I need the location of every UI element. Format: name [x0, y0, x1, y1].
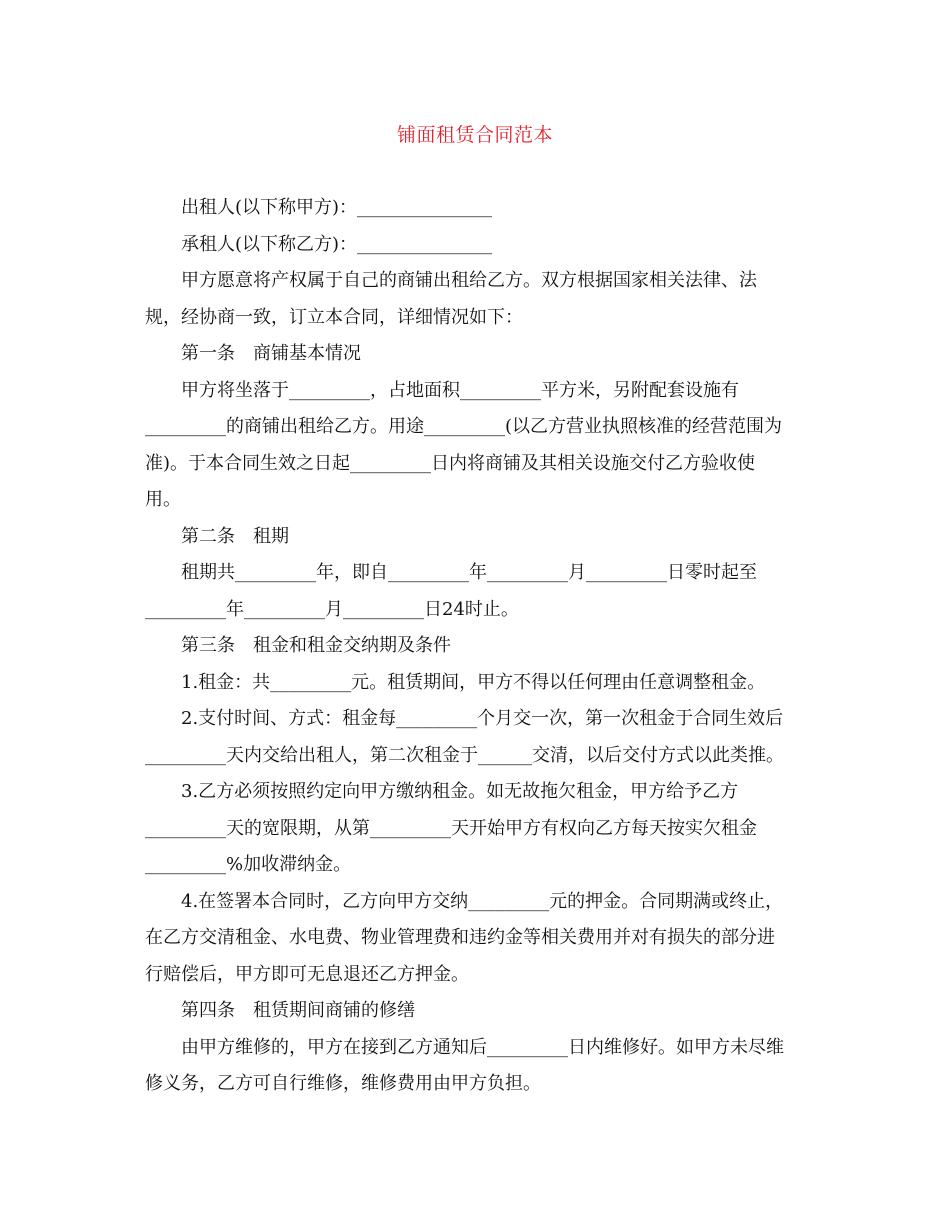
- paragraph: [145, 701, 810, 774]
- paragraph: [145, 336, 810, 373]
- paragraph: [145, 665, 810, 702]
- text-line: 第三条 租金和租金交纳期及条件: [181, 635, 451, 656]
- paragraph: [145, 884, 810, 994]
- text-line: _________天的宽限期，从第_________天开始甲方有权向乙方每天按实欠租金: [145, 817, 757, 839]
- text-line: 第四条 租赁期间商铺的修缮: [181, 1000, 415, 1021]
- paragraph: [145, 774, 810, 884]
- text-line: 第二条 租期: [181, 525, 289, 547]
- text-line: 在乙方交清租金、水电费、物业管理费和违约金等相关费用并对有损失的部分进: [145, 927, 775, 948]
- document-title: 铺面租赁合同范本: [396, 124, 553, 146]
- paragraph: [145, 555, 810, 628]
- text-line: 修义务，乙方可自行维修，维修费用由甲方负担。: [145, 1073, 541, 1094]
- text-line: 出租人(以下称甲方)：_______________: [181, 197, 493, 218]
- text-line: _________天内交给出租人，第二次租金于______交清，以后交付方式以此类推。: [145, 744, 784, 766]
- paragraph: [145, 993, 810, 1030]
- paragraph: [145, 227, 810, 264]
- text-line: 规，经协商一致，订立本合同，详细情况如下：: [145, 306, 523, 328]
- paragraph: [145, 373, 810, 519]
- text-line: 3.乙方必须按照约定向甲方缴纳租金。如无故拖欠租金，甲方给予乙方: [181, 781, 739, 802]
- text-line: 由甲方维修的，甲方在接到乙方通知后_________日内维修好。如甲方未尽维: [181, 1036, 784, 1058]
- text-line: 甲方愿意将产权属于自己的商铺出租给乙方。双方根据国家相关法律、法: [181, 270, 757, 291]
- text-line: 甲方将坐落于_________，占地面积_________平方米，另附配套设施有: [181, 379, 739, 401]
- text-line: 行赔偿后，甲方即可无息退还乙方押金。: [145, 963, 469, 985]
- document-body: [145, 190, 810, 1103]
- text-line: _________%加收滞纳金。: [145, 854, 352, 875]
- paragraph: [145, 263, 810, 336]
- text-line: 租期共_________年，即自_________年_________月_________日零时起至: [181, 562, 757, 583]
- text-line: 2.支付时间、方式：租金每_________个月交一次，第一次租金于合同生效后: [181, 708, 784, 729]
- text-line: 准)。于本合同生效之日起_________日内将商铺及其相关设施交付乙方验收使: [145, 452, 756, 474]
- text-line: 承租人(以下称乙方)：_______________: [181, 233, 493, 255]
- text-line: 第一条 商铺基本情况: [181, 343, 361, 364]
- text-line: 用。: [145, 489, 181, 510]
- text-line: _________的商铺出租给乙方。用途_________(以乙方营业执照核准的经营范围为: [145, 416, 783, 437]
- paragraph: [145, 519, 810, 556]
- text-line: 1.租金：共_________元。租赁期间，甲方不得以任何理由任意调整租金。: [181, 671, 766, 693]
- text-line: 4.在签署本合同时，乙方向甲方交纳_________元的押金。合同期满或终止，: [181, 890, 784, 912]
- paragraph: [145, 190, 810, 227]
- paragraph: [145, 628, 810, 665]
- text-line: _________年_________月_________日24时止。: [145, 598, 519, 620]
- paragraph: [145, 1030, 810, 1103]
